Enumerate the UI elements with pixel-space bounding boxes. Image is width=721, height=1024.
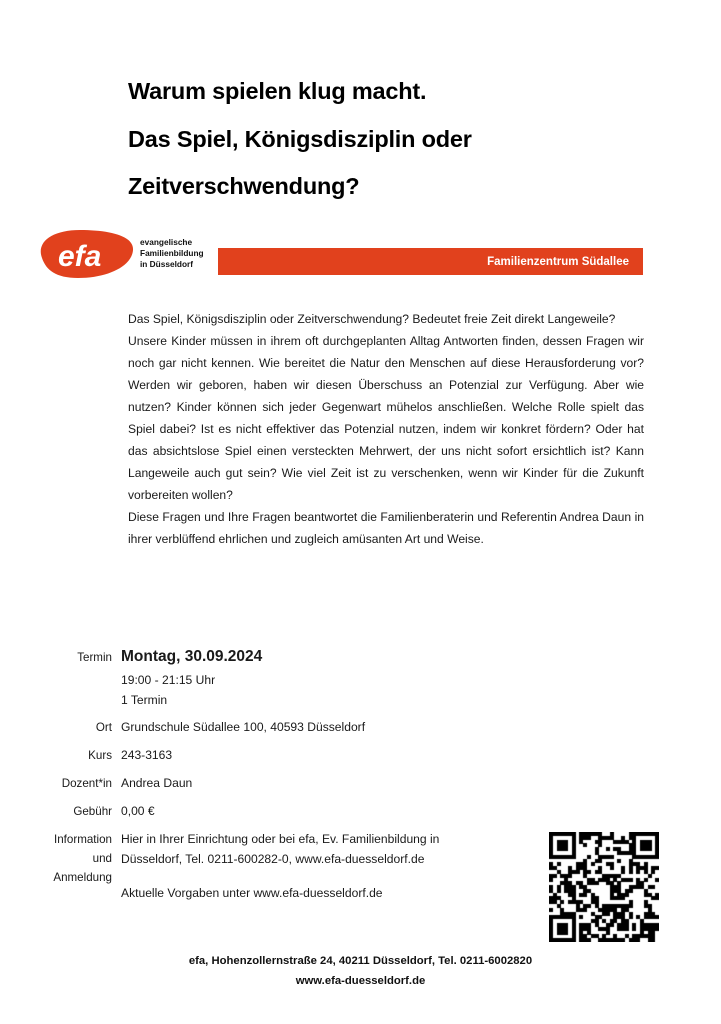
qr-code-canvas [549, 832, 659, 942]
detail-value-kurs: 243-3163 [121, 748, 173, 763]
detail-label-information-line-3: Anmeldung [53, 870, 112, 884]
detail-label-kurs: Kurs [88, 749, 112, 763]
footer [0, 952, 721, 992]
detail-row-kurs [22, 746, 662, 765]
detail-row-count [22, 691, 662, 710]
detail-value-information-line-3: Aktuelle Vorgaben unter www.efa-duesseldorf.de [121, 885, 383, 900]
efa-logo [36, 228, 216, 286]
venue-banner-label: Familienzentrum Südallee [487, 255, 629, 268]
detail-row-dozent [22, 774, 662, 793]
description-paragraph-1: Das Spiel, Königsdisziplin oder Zeitverschwendung? Bedeutet freie Zeit direkt Langeweile? [128, 312, 616, 326]
page-title [128, 80, 648, 199]
logo-subtitle-line-1: evangelische [140, 237, 193, 247]
detail-row-ort [22, 718, 662, 737]
detail-value-gebuehr: 0,00 € [121, 804, 155, 819]
detail-row-time [22, 671, 662, 690]
detail-label-information-line-1: Information [54, 833, 112, 847]
detail-label-information-line-2: und [92, 852, 112, 866]
qr-code [549, 832, 659, 942]
efa-logo-mark-icon [36, 228, 136, 280]
footer-line-1: efa, Hohenzollernstraße 24, 40211 Düsseldorf, Tel. 0211-6002820 [188, 955, 533, 967]
detail-value-dozent: Andrea Daun [121, 776, 193, 791]
footer-line-2: www.efa-duesseldorf.de [295, 974, 426, 987]
detail-label-termin: Termin [77, 651, 112, 664]
detail-label-ort: Ort [95, 721, 112, 735]
description-paragraph-2: Unsere Kinder müssen in ihrem oft durchgeplanten Alltag Antworten finden, dessen Fragen wir noch gar nicht kennen. Wie bereitet die Natur den Menschen auf diese Herausforderung vor? Werden wir geboren, haben wir diesen Überschuss an Potenzial zur Verfügung. Aber wie nutzen? Kinder können sich jeder Gegenwart mühelos anschließen. Welche Rolle spielt das Spiel dabei? Ist es nicht effektiver das Potenzial nutzen, indem wir konkret fördern? Oder hat das absichtslose Spiel einen versteckten Mehrwert, der uns nicht sofort ersichtlich ist? Kann Langeweile auch gut sein? Wie viel Zeit ist zu verschenken, wenn wir Kinder für die Zukunft vorbereiten wollen? [128, 334, 644, 502]
detail-value-ort: Grundschule Südallee 100, 40593 Düsseldorf [121, 720, 366, 735]
efa-logo-wordmark [140, 237, 204, 271]
title-line-3: Zeitverschwendung? [128, 173, 360, 199]
detail-value-information-line-1: Hier in Ihrer Einrichtung oder bei efa, Ev. Familienbildung in [121, 832, 440, 847]
detail-value-information-line-2: Düsseldorf, Tel. 0211-600282-0, www.efa-duesseldorf.de [121, 851, 425, 866]
title-line-2: Das Spiel, Königsdisziplin oder [128, 125, 472, 152]
description-text [128, 308, 644, 550]
venue-banner [218, 248, 643, 275]
detail-value-termin-date: Montag, 30.09.2024 [121, 648, 263, 665]
svg-text:efa: efa [58, 240, 102, 273]
logo-subtitle-line-2: Familienbildung [140, 248, 204, 259]
detail-value-count: 1 Termin [121, 692, 168, 707]
detail-label-gebuehr: Gebühr [73, 805, 112, 819]
detail-value-time: 19:00 - 21:15 Uhr [121, 673, 216, 688]
title-line-1: Warum spielen klug macht. [128, 78, 427, 104]
detail-label-information [22, 831, 121, 887]
detail-label-dozent: Dozent*in [61, 777, 112, 791]
detail-row-termin [22, 645, 662, 669]
detail-row-gebuehr [22, 802, 662, 821]
logo-subtitle-line-3: in Düsseldorf [140, 259, 194, 270]
description-paragraph-3: Diese Fragen und Ihre Fragen beantwortet die Familienberaterin und Referentin Andrea Daun in ihrer verblüffend ehrlichen und zugleich amüsanten Art und Weise. [128, 510, 644, 546]
